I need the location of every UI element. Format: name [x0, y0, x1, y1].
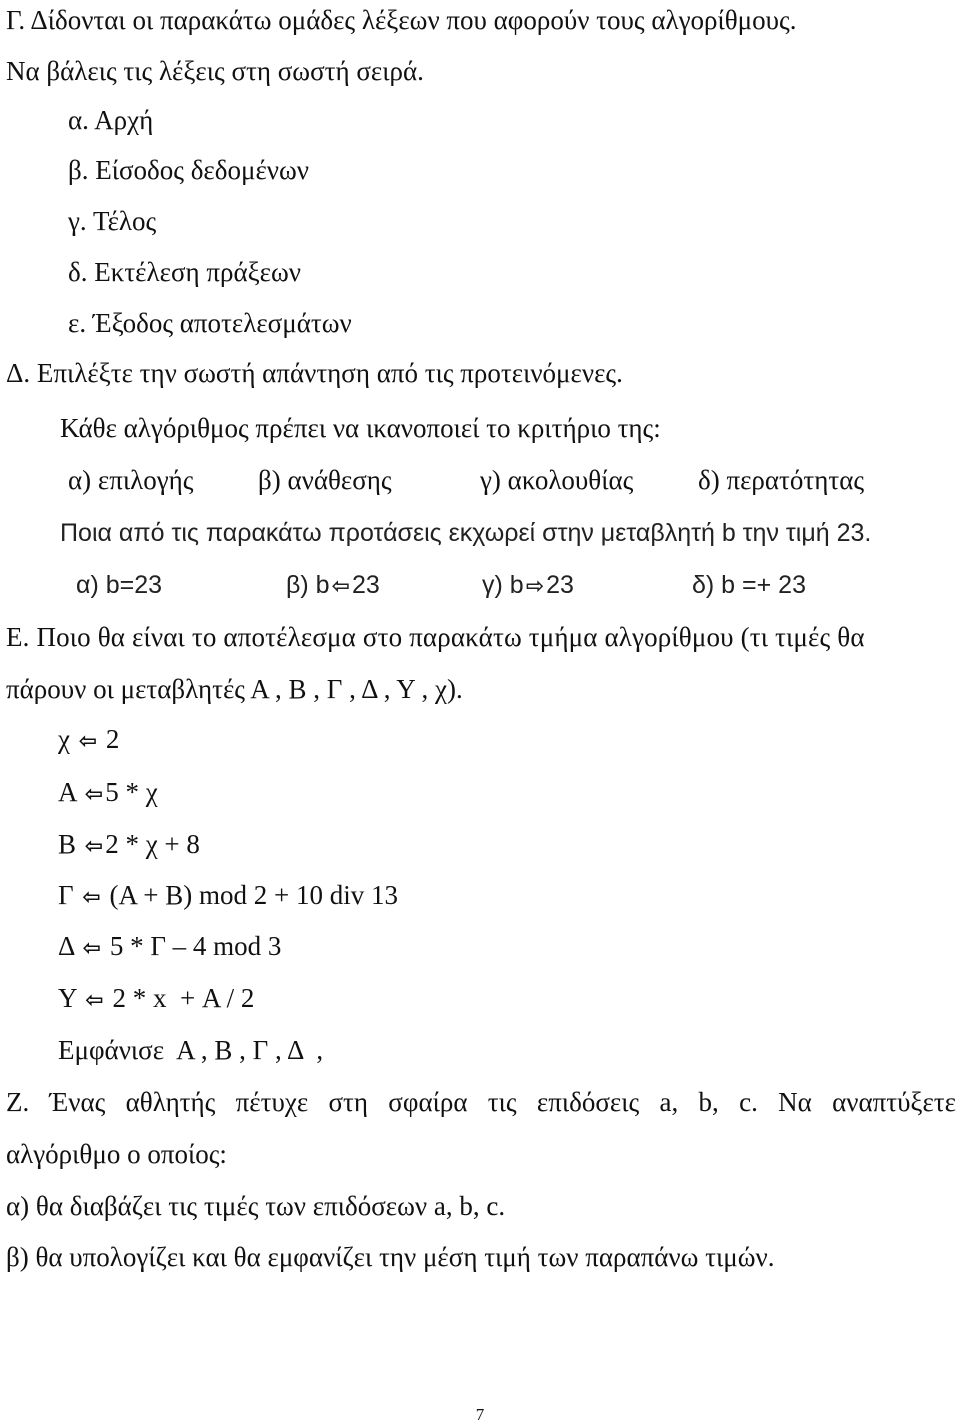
code-expression: (Α + Β) mod 2 + 10 div 13 — [109, 880, 399, 910]
code-variable: χ — [58, 724, 70, 754]
list-item: ε. Έξοδος αποτελεσμάτων — [68, 308, 352, 338]
code-variable: Α — [58, 777, 77, 807]
option-value: 23 — [546, 571, 574, 599]
assign-arrow-icon: ⇦ — [84, 782, 104, 807]
question-1: Κάθε αλγόριθμος πρέπει να ικανοποιεί το κριτήριο της: — [60, 413, 661, 443]
page-number: 7 — [475, 1405, 485, 1424]
code-line — [58, 982, 254, 1017]
list-item: α. Αρχή — [68, 105, 154, 135]
code-line — [58, 879, 398, 914]
code-line — [58, 930, 281, 965]
question-1-option: α) επιλογής — [68, 465, 194, 495]
list-item: γ. Τέλος — [68, 206, 157, 236]
section-z-title: Ζ. Ένας αθλητής πέτυχε στη σφαίρα τις επιδόσεις a, b, c. Να αναπτύξετε — [6, 1087, 956, 1117]
section-g-title: Γ. Δίδονται οι παρακάτω ομάδες λέξεων που αφορούν τους αλγορίθμους. — [6, 5, 797, 35]
section-e-line2: πάρουν οι μεταβλητές Α , Β , Γ , Δ , Υ , χ). — [6, 674, 463, 704]
question-2-option — [76, 569, 162, 601]
option-value: 23 — [352, 571, 380, 599]
section-z-item-a: α) θα διαβάζει τις τιμές των επιδόσεων a, b, c. — [6, 1191, 506, 1221]
question-2-option — [692, 569, 806, 601]
option-text: δ) b =+ 23 — [692, 571, 806, 599]
option-text: α) b=23 — [76, 571, 163, 599]
section-e-text: Ε. Ποιο θα είναι το αποτέλεσμα στο παρακάτω τμήμα αλγορίθμου (τι τιμές θα — [6, 622, 865, 652]
code-variable: Γ — [58, 880, 74, 910]
code-line — [58, 828, 200, 863]
section-d-title: Δ. Επιλέξτε την σωστή απάντηση από τις προτεινόμενες. — [6, 358, 623, 388]
assign-arrow-icon: ⇦ — [85, 988, 104, 1013]
option-text: β) b — [286, 571, 330, 599]
code-variable: Δ — [58, 931, 74, 961]
code-line — [58, 776, 158, 811]
assign-arrow-icon: ⇦ — [78, 729, 98, 754]
list-item: δ. Εκτέλεση πράξεων — [68, 257, 301, 287]
code-expression: 2 — [105, 724, 120, 754]
list-item: β. Είσοδος δεδομένων — [68, 155, 309, 185]
question-1-option: δ) περατότητας — [698, 465, 865, 495]
right-arrow-icon: ⇨ — [525, 574, 545, 599]
question-2: Ποια από τις παρακάτω προτάσεις εκχωρεί στην μεταβλητή b την τιμή 23. — [60, 519, 872, 547]
question-1-option: γ) ακολουθίας — [480, 465, 634, 495]
question-1-option: β) ανάθεσης — [258, 465, 392, 495]
print-statement: Εμφάνισε Α , Β , Γ , Δ , — [58, 1035, 324, 1065]
code-variable: Υ — [58, 983, 77, 1013]
code-variable: Β — [58, 829, 77, 859]
question-2-option — [286, 569, 380, 603]
section-z-item-b: β) θα υπολογίζει και θα εμφανίζει την μέση τιμή των παραπάνω τιμών. — [6, 1242, 775, 1272]
section-g-instruction: Να βάλεις τις λέξεις στη σωστή σειρά. — [6, 56, 424, 86]
code-expression: 2 * χ + 8 — [105, 829, 200, 859]
assign-arrow-icon: ⇦ — [82, 885, 101, 910]
left-arrow-icon: ⇦ — [331, 574, 350, 599]
assign-arrow-icon: ⇦ — [84, 834, 104, 859]
section-e-title — [6, 621, 956, 653]
code-expression: 5 * Γ – 4 mod 3 — [109, 931, 282, 961]
option-text: γ) b — [482, 571, 524, 599]
code-expression: 2 * x + Α / 2 — [112, 983, 255, 1013]
question-2-option — [482, 569, 574, 603]
code-line — [58, 723, 119, 758]
code-expression: 5 * χ — [105, 777, 158, 807]
assign-arrow-icon: ⇦ — [82, 936, 102, 961]
section-z-line2: αλγόριθμο ο οποίος: — [6, 1139, 227, 1169]
